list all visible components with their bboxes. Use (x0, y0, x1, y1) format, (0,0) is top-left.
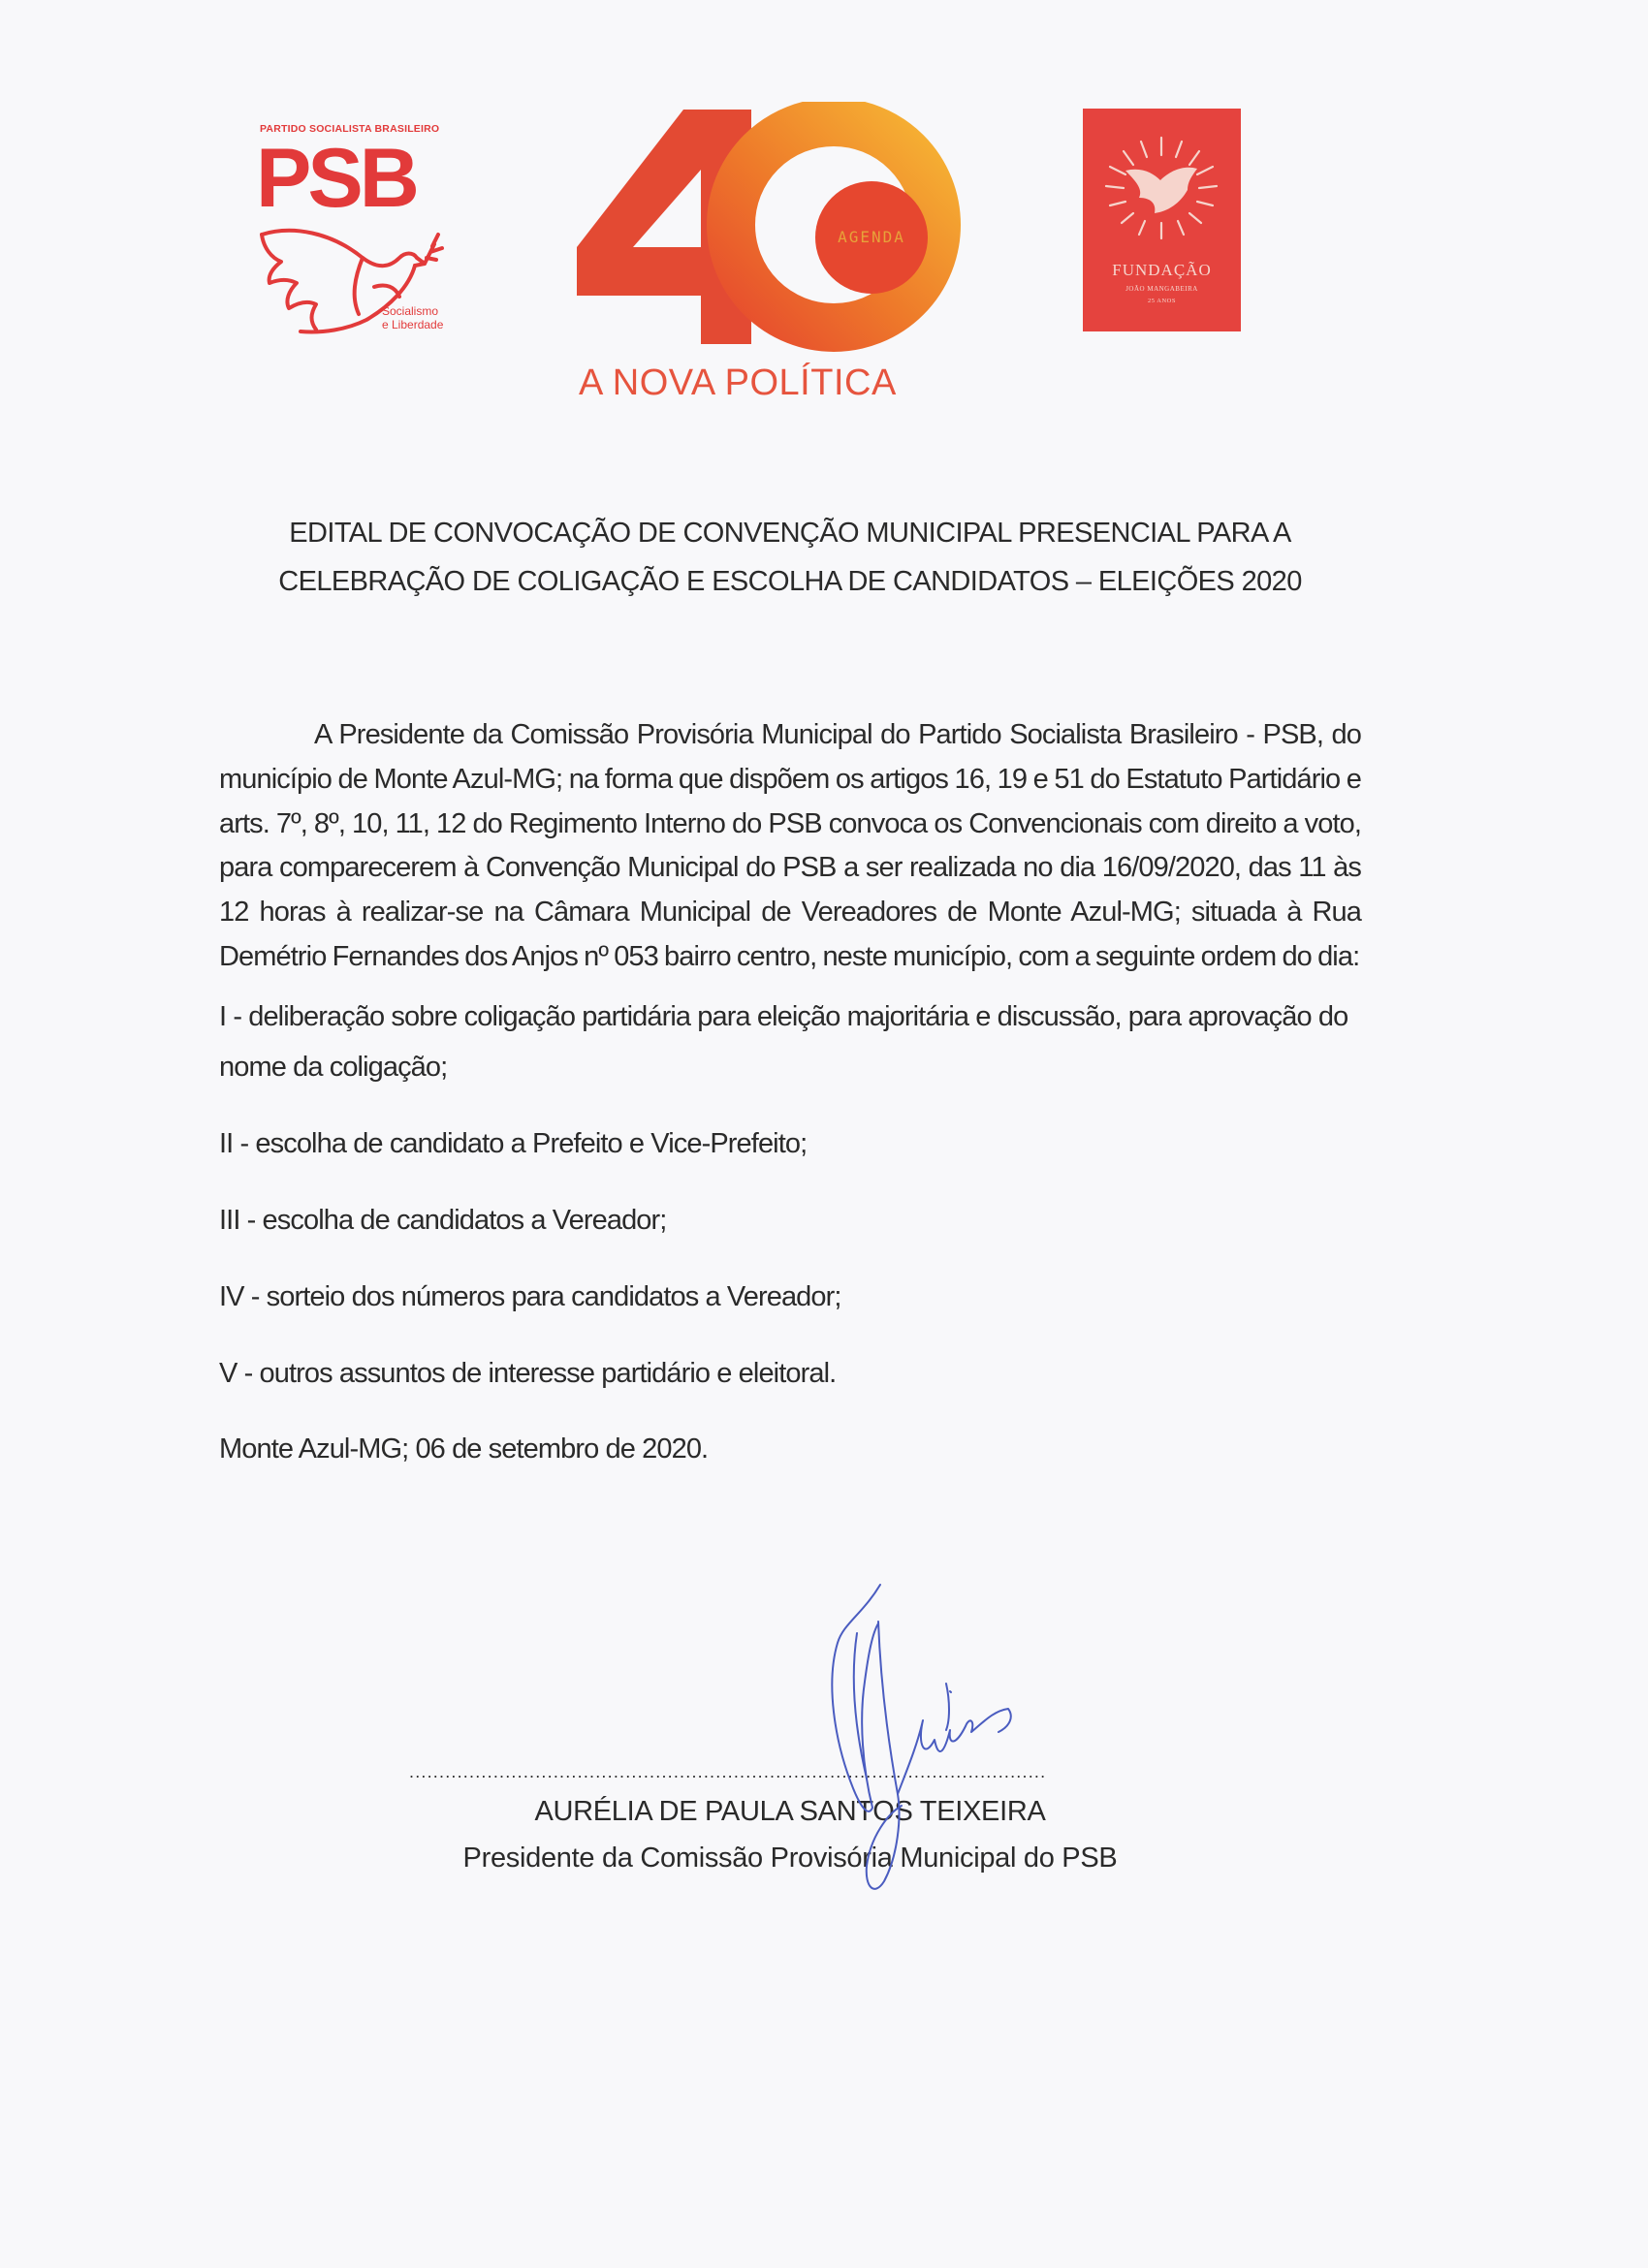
psb-logo-letters: PSB (256, 132, 416, 225)
body-paragraph-text: A Presidente da Comissão Provisória Municipal do Partido Socialista Brasileiro - PSB, do município de Monte Azul-MG; na forma que dispõem os artigos 16, 19 e 51 do Estatuto Partidário e arts. 7º, 8º, 10, 11, 12 do Regimento Interno do PSB convoca os Convencionais com direito a voto, para comparecerem à Convenção Municipal do PSB a ser realizada no dia 16/09/2020, das 11 às 12 horas à realizar-se na Câmara Municipal de Vereadores de Monte Azul-MG; situada à Rua Demétrio Fernandes dos Anjos nº 053 bairro centro, neste município, com a seguinte ordem do dia: (219, 719, 1361, 972)
agenda-item-5: V - outros assuntos de interesse partidário e eleitoral. (219, 1357, 837, 1389)
foundation-subtitle: JOÃO MANGABEIRA (1125, 285, 1198, 293)
agenda-item-4: IV - sorteio dos números para candidatos a Vereador; (219, 1280, 841, 1312)
agenda-item-3: III - escolha de candidatos a Vereador; (219, 1204, 667, 1236)
agenda-word: AGENDA (838, 228, 905, 246)
psb-logo (254, 122, 467, 337)
agenda-tagline: A NOVA POLÍTICA (579, 362, 897, 403)
fundacao-joao-mangabeira-logo (1083, 109, 1241, 331)
place-and-date: Monte Azul-MG; 06 de setembro de 2020. (219, 1433, 709, 1465)
agenda-40-logo (567, 102, 984, 412)
body-paragraph (219, 713, 1361, 980)
foundation-years: 25 ANOS (1148, 298, 1176, 304)
agenda-item-1: I - deliberação sobre coligação partidária para eleição majoritária e discussão, para aprovação do nome da coligação; (219, 1000, 1348, 1083)
psb-tagline-line1: Socialismo (382, 304, 439, 318)
signer-name: AURÉLIA DE PAULA SANTOS TEIXEIRA (534, 1796, 1046, 1827)
document-body (219, 713, 1361, 1474)
psb-logo-top-label: PARTIDO SOCIALISTA BRASILEIRO (260, 123, 440, 135)
agenda-item-2: II - escolha de candidato a Prefeito e Vice-Prefeito; (219, 1127, 808, 1159)
dove-rays-icon (1083, 109, 1241, 254)
agenda-40-graphic (567, 102, 984, 356)
psb-tagline-line2: e Liberdade (382, 318, 444, 331)
psb-logo-tagline (382, 304, 443, 331)
document-title-line2: CELEBRAÇÃO DE COLIGAÇÃO E ESCOLHA DE CANDIDATOS – ELEIÇÕES 2020 (278, 566, 1302, 597)
signer-role: Presidente da Comissão Provisória Municipal do PSB (462, 1843, 1118, 1874)
document-title-line1: EDITAL DE CONVOCAÇÃO DE CONVENÇÃO MUNICIPAL PRESENCIAL PARA A (289, 518, 1291, 549)
signature-line: .......................................................................................................... (409, 1762, 1047, 1781)
foundation-name: FUNDAÇÃO (1112, 261, 1212, 279)
